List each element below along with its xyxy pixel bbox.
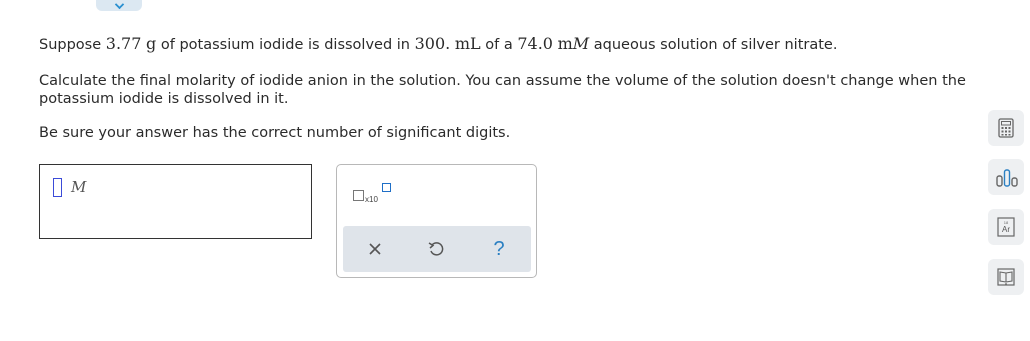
problem-statement: Suppose 3.77 g of potassium iodide is dissolved in 300. mL of a 74.0 mM aqueous solution of silver nitrate. (39, 34, 838, 53)
palette-toolbar (343, 226, 531, 272)
calculator-button[interactable] (988, 110, 1024, 146)
svg-text:18: 18 (1003, 220, 1009, 225)
collapse-tab[interactable] (96, 0, 142, 11)
chevron-down-icon (115, 0, 124, 9)
scientific-notation-button[interactable] (353, 185, 399, 211)
periodic-table-button[interactable] (988, 209, 1024, 245)
exponent-box (382, 183, 391, 192)
answer-value-slot[interactable] (53, 178, 62, 197)
reference-book-icon (996, 267, 1016, 287)
math-palette (336, 164, 537, 278)
bar-chart-icon (996, 167, 1018, 187)
answer-input[interactable] (39, 164, 312, 239)
periodic-table-icon (996, 217, 1016, 237)
problem-instruction: Calculate the final molarity of iodide anion in the solution. You can assume the volume of the solution doesn't change when the potassium iodide is dissolved in it. (39, 73, 966, 107)
calculator-icon (996, 118, 1016, 138)
undo-button[interactable] (425, 238, 447, 260)
x10-label: x10 (365, 195, 378, 204)
data-chart-button[interactable] (988, 159, 1024, 195)
help-button[interactable]: ? (493, 238, 505, 260)
undo-icon (425, 238, 447, 260)
sig-fig-note: Be sure your answer has the correct number of significant digits. (39, 125, 511, 141)
close-icon (364, 238, 386, 260)
reference-button[interactable] (988, 259, 1024, 295)
answer-unit: M (71, 178, 87, 196)
periodic-symbol: Ar (1002, 225, 1010, 234)
mantissa-box (353, 190, 364, 201)
clear-button[interactable] (364, 238, 386, 260)
